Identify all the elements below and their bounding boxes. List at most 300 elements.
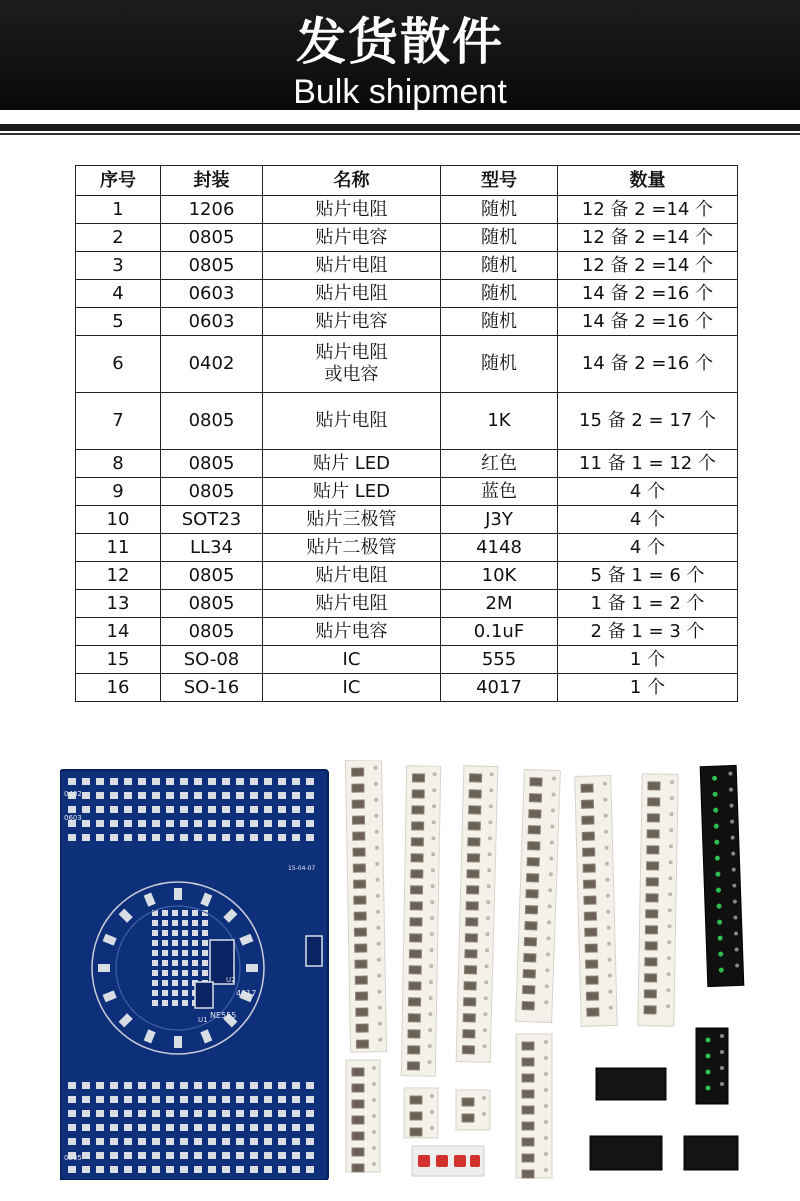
pcb-pad xyxy=(194,1124,202,1131)
pcb-pad xyxy=(68,834,76,841)
component-tape xyxy=(346,1060,380,1172)
pcb-pad xyxy=(194,1110,202,1117)
smd-chip xyxy=(409,966,421,974)
pcb-pad xyxy=(236,778,244,785)
pcb-pad xyxy=(82,806,90,813)
pcb-pad xyxy=(166,1096,174,1103)
cell-qty: 2 备 1 = 3 个 xyxy=(558,618,738,646)
pcb-pad xyxy=(152,960,158,966)
smd-chip xyxy=(410,886,422,894)
cell-no: 16 xyxy=(76,674,161,702)
pcb-pad xyxy=(124,1096,132,1103)
smd-chip xyxy=(354,880,366,888)
pcb-pad xyxy=(124,1082,132,1089)
pcb-pad xyxy=(138,1166,146,1173)
pcb-pad xyxy=(194,820,202,827)
pcb-pad xyxy=(124,806,132,813)
smd-chip xyxy=(529,794,541,802)
pcb-pad xyxy=(110,1138,118,1145)
cell-qty: 4 个 xyxy=(558,506,738,534)
smd-chip xyxy=(526,874,538,882)
pcb-pad xyxy=(182,910,188,916)
smd-chip xyxy=(645,958,657,966)
table-row xyxy=(76,196,738,224)
pcb-pad xyxy=(264,792,272,799)
component-tape xyxy=(696,1028,728,1104)
led-ring-pad xyxy=(246,964,258,972)
tape-sprocket-hole xyxy=(372,1130,376,1134)
pcb-pad xyxy=(152,1096,160,1103)
cell-no: 15 xyxy=(76,646,161,674)
pcb-pad xyxy=(68,1138,76,1145)
table-row xyxy=(76,534,738,562)
divider-thick xyxy=(0,124,800,131)
pcb-pad xyxy=(82,1152,90,1159)
smd-chip xyxy=(647,830,659,838)
pcb-pad xyxy=(264,806,272,813)
pcb-pad xyxy=(250,1152,258,1159)
smd-chip xyxy=(468,838,480,846)
smd-chip xyxy=(411,838,423,846)
pcb-pad xyxy=(68,778,76,785)
cell-package: SO-16 xyxy=(161,674,263,702)
pcb-pad xyxy=(222,792,230,799)
pcb-pad xyxy=(124,1152,132,1159)
smd-chip xyxy=(648,798,660,806)
pcb-pad xyxy=(236,820,244,827)
pcb-pad xyxy=(110,820,118,827)
pcb-pad xyxy=(152,950,158,956)
pcb-pad xyxy=(162,940,168,946)
cell-qty: 1 个 xyxy=(558,646,738,674)
component-tape xyxy=(401,766,440,1077)
pcb-pad xyxy=(278,1166,286,1173)
pcb-pad xyxy=(96,1152,104,1159)
tape-sprocket-hole xyxy=(544,1136,548,1140)
pcb-pad xyxy=(208,1166,216,1173)
pcb-pad xyxy=(152,1082,160,1089)
cell-no: 4 xyxy=(76,280,161,308)
led-ring-pad xyxy=(98,964,110,972)
table-row xyxy=(76,252,738,280)
pcb-pad xyxy=(236,1082,244,1089)
label-0805: 0805 xyxy=(64,1154,82,1162)
cell-no: 1 xyxy=(76,196,161,224)
pcb-pad xyxy=(172,930,178,936)
divider-thin xyxy=(0,133,800,135)
pcb-pad xyxy=(124,834,132,841)
tape-sprocket-hole xyxy=(720,1066,724,1070)
pcb-pad xyxy=(138,806,146,813)
smd-chip xyxy=(463,1014,475,1022)
pcb-pad xyxy=(222,1096,230,1103)
pcb-pad xyxy=(236,1166,244,1173)
cell-package: SO-08 xyxy=(161,646,263,674)
page-subtitle: Bulk shipment xyxy=(293,73,507,111)
pcb-pad xyxy=(96,1110,104,1117)
smd-chip xyxy=(411,854,423,862)
smd-chip xyxy=(410,1128,422,1136)
pcb-pad xyxy=(278,1152,286,1159)
pcb-pad xyxy=(138,1152,146,1159)
component-tape xyxy=(638,774,678,1027)
pcb-pad xyxy=(180,1124,188,1131)
pcb-pad xyxy=(110,778,118,785)
smd-chip xyxy=(412,806,424,814)
smd-chip xyxy=(522,1138,534,1146)
pcb-pad xyxy=(292,1110,300,1117)
smd-chip xyxy=(353,832,365,840)
pcb-pad xyxy=(138,820,146,827)
tape-sprocket-hole xyxy=(544,1152,548,1156)
smd-chip xyxy=(352,784,364,792)
smd-chip xyxy=(409,982,421,990)
pcb-pad xyxy=(236,834,244,841)
pcb-pad xyxy=(96,778,104,785)
pcb-pad xyxy=(82,792,90,799)
pcb-pad xyxy=(124,1166,132,1173)
table-header-row xyxy=(76,166,738,196)
pcb-pad xyxy=(264,1124,272,1131)
ic-chip-small xyxy=(684,1136,738,1170)
pcb-pad xyxy=(110,1124,118,1131)
cell-name: 贴片电阻 xyxy=(263,393,441,450)
smd-chip xyxy=(522,1058,534,1066)
component-tape xyxy=(404,1088,438,1138)
cell-model: 10K xyxy=(441,562,558,590)
cell-qty: 14 备 2 =16 个 xyxy=(558,336,738,393)
pcb-pad xyxy=(292,1124,300,1131)
pcb-pad xyxy=(110,1096,118,1103)
pcb-pad xyxy=(222,778,230,785)
cell-package: 0805 xyxy=(161,393,263,450)
smd-chip xyxy=(583,880,595,888)
smd-chip xyxy=(412,774,424,782)
led-chip xyxy=(706,1086,711,1091)
pcb-pad xyxy=(202,960,208,966)
pcb-pad xyxy=(278,1138,286,1145)
pcb-pad xyxy=(222,820,230,827)
pcb-pad xyxy=(180,792,188,799)
smd-chip xyxy=(645,974,657,982)
smd-chip xyxy=(352,1164,364,1172)
smd-chip xyxy=(410,934,422,942)
pcb-pad xyxy=(306,820,314,827)
cell-no: 12 xyxy=(76,562,161,590)
smd-chip xyxy=(587,1008,599,1016)
pcb-pad xyxy=(152,834,160,841)
pcb-pad xyxy=(192,940,198,946)
cell-no: 5 xyxy=(76,308,161,336)
pcb-pad xyxy=(292,792,300,799)
pcb-pad xyxy=(202,930,208,936)
pcb-pad xyxy=(82,1166,90,1173)
cell-name: 贴片电阻 xyxy=(263,280,441,308)
pcb-pad xyxy=(152,778,160,785)
pcb-pad xyxy=(162,990,168,996)
pcb-pad xyxy=(208,1124,216,1131)
cell-model: 0.1uF xyxy=(441,618,558,646)
smd-chip xyxy=(525,906,537,914)
smd-chip xyxy=(526,890,538,898)
smd-chip xyxy=(463,1030,475,1038)
smd-chip xyxy=(584,896,596,904)
tape-body xyxy=(696,1028,728,1104)
pcb-pad xyxy=(172,990,178,996)
pcb-pad xyxy=(182,930,188,936)
cell-qty: 1 备 1 = 2 个 xyxy=(558,590,738,618)
pcb-pad xyxy=(68,1166,76,1173)
cell-qty: 15 备 2 = 17 个 xyxy=(558,393,738,450)
pcb-pad xyxy=(194,806,202,813)
pcb-pad xyxy=(264,1138,272,1145)
pcb-pad xyxy=(82,1124,90,1131)
header-name: 名称 xyxy=(263,166,441,196)
smd-chip xyxy=(647,862,659,870)
tape-sprocket-hole xyxy=(372,1098,376,1102)
pcb-pad xyxy=(236,1110,244,1117)
table-row xyxy=(76,674,738,702)
cell-name: 贴片电阻 xyxy=(263,196,441,224)
cell-model: 1K xyxy=(441,393,558,450)
pcb-pad xyxy=(166,834,174,841)
pcb-pad xyxy=(292,1138,300,1145)
smd-chip xyxy=(462,1098,474,1106)
pcb-pad xyxy=(138,792,146,799)
tape-sprocket-hole xyxy=(430,1094,434,1098)
cell-package: 1206 xyxy=(161,196,263,224)
pcb-pad xyxy=(138,1124,146,1131)
smd-chip xyxy=(469,790,481,798)
pcb-pad xyxy=(306,1082,314,1089)
pcb-pad xyxy=(82,1138,90,1145)
pcb-pad xyxy=(162,920,168,926)
components-photo xyxy=(60,760,750,1180)
cell-model: 红色 xyxy=(441,450,558,478)
smd-chip xyxy=(530,778,542,786)
component-tape xyxy=(516,769,561,1022)
table-row xyxy=(76,308,738,336)
pcb-pad xyxy=(292,778,300,785)
led-chip xyxy=(706,1070,711,1075)
pcb-pad xyxy=(96,1096,104,1103)
pcb-pad xyxy=(194,1152,202,1159)
smd-chip xyxy=(522,1154,534,1162)
pcb-pad xyxy=(222,1110,230,1117)
pcb-pad xyxy=(222,834,230,841)
pcb-pad xyxy=(264,1152,272,1159)
pcb-pad xyxy=(222,1124,230,1131)
smd-chip xyxy=(581,784,593,792)
pcb-pad xyxy=(278,820,286,827)
cell-package: 0805 xyxy=(161,252,263,280)
cell-model: 4148 xyxy=(441,534,558,562)
cell-name: 贴片 LED xyxy=(263,478,441,506)
smd-chip xyxy=(581,800,593,808)
cell-name: 贴片三极管 xyxy=(263,506,441,534)
pcb-pad xyxy=(110,806,118,813)
cell-model: 随机 xyxy=(441,252,558,280)
pcb-pad xyxy=(278,1110,286,1117)
cell-model: 随机 xyxy=(441,224,558,252)
cell-package: 0805 xyxy=(161,224,263,252)
pcb-pad xyxy=(250,1138,258,1145)
smd-chip xyxy=(411,870,423,878)
pcb-pad xyxy=(182,960,188,966)
tape-sprocket-hole xyxy=(430,1110,434,1114)
smd-chip xyxy=(464,966,476,974)
smd-chip xyxy=(586,960,598,968)
cell-no: 8 xyxy=(76,450,161,478)
cell-qty: 12 备 2 =14 个 xyxy=(558,252,738,280)
pcb-pad xyxy=(236,806,244,813)
smd-chip xyxy=(647,846,659,854)
pcb-pad xyxy=(194,834,202,841)
pcb-pad xyxy=(180,1110,188,1117)
pcb-pad xyxy=(182,950,188,956)
cell-qty: 5 备 1 = 6 个 xyxy=(558,562,738,590)
cell-model: 随机 xyxy=(441,196,558,224)
smd-chip xyxy=(586,992,598,1000)
battery-pad xyxy=(306,936,322,966)
smd-chip xyxy=(465,934,477,942)
cell-name: 贴片电阻 xyxy=(263,562,441,590)
pcb-pad xyxy=(192,970,198,976)
smd-chip xyxy=(582,816,594,824)
cell-model: 555 xyxy=(441,646,558,674)
pcb-pad xyxy=(96,792,104,799)
smd-chip xyxy=(648,782,660,790)
tape-sprocket-hole xyxy=(544,1040,548,1044)
pcb-pad xyxy=(292,806,300,813)
pcb-pad xyxy=(172,970,178,976)
pcb-pad xyxy=(236,1124,244,1131)
smd-chip xyxy=(352,768,364,776)
pcb-pad xyxy=(306,778,314,785)
cell-name: 贴片电阻 xyxy=(263,590,441,618)
cell-no: 13 xyxy=(76,590,161,618)
pcb-pad xyxy=(180,1152,188,1159)
smd-chip xyxy=(408,1014,420,1022)
cell-model: 随机 xyxy=(441,336,558,393)
pcb-pad xyxy=(82,820,90,827)
pcb-pad xyxy=(250,1082,258,1089)
pcb-pad xyxy=(222,1152,230,1159)
pcb-pad xyxy=(292,820,300,827)
pcb-pad xyxy=(172,960,178,966)
pcb-pad xyxy=(96,1138,104,1145)
led-ring-pad xyxy=(174,888,182,900)
smd-chip xyxy=(352,1132,364,1140)
cell-qty: 14 备 2 =16 个 xyxy=(558,308,738,336)
smd-chip xyxy=(468,822,480,830)
smd-chip xyxy=(354,928,366,936)
smd-chip xyxy=(522,1170,534,1178)
pcb-pad xyxy=(208,1152,216,1159)
pcb-pad xyxy=(208,806,216,813)
pcb-pad xyxy=(208,1082,216,1089)
smd-chip xyxy=(582,832,594,840)
smd-chip xyxy=(353,848,365,856)
pcb-pad xyxy=(152,806,160,813)
smd-chip xyxy=(647,814,659,822)
pcb-pad xyxy=(202,940,208,946)
pcb-pad xyxy=(264,1166,272,1173)
pcb-pad xyxy=(306,806,314,813)
pcb-pad xyxy=(292,834,300,841)
pcb-pad xyxy=(124,1138,132,1145)
smd-chip xyxy=(522,1122,534,1130)
smd-chip xyxy=(467,886,479,894)
pcb-pad xyxy=(166,1110,174,1117)
cell-package: 0805 xyxy=(161,618,263,646)
chip-label-4017: 4017 xyxy=(236,989,257,998)
smd-chip xyxy=(467,854,479,862)
smd-chip xyxy=(352,800,364,808)
cell-no: 3 xyxy=(76,252,161,280)
label-0402: 0402 xyxy=(64,790,82,798)
pcb-pad xyxy=(138,778,146,785)
smd-chip xyxy=(469,774,481,782)
ic-chip-so16 xyxy=(590,1136,662,1170)
smd-chip xyxy=(584,912,596,920)
pcb-pad xyxy=(208,778,216,785)
pcb-pad xyxy=(208,834,216,841)
smd-chip xyxy=(522,1090,534,1098)
pcb-pad xyxy=(82,1082,90,1089)
pcb-pad xyxy=(162,910,168,916)
pcb-pad xyxy=(192,950,198,956)
pcb-pad xyxy=(278,792,286,799)
table-row xyxy=(76,336,738,393)
tape-sprocket-hole xyxy=(544,1120,548,1124)
pcb-pad xyxy=(162,950,168,956)
pcb-pad xyxy=(110,792,118,799)
pcb-pad xyxy=(152,930,158,936)
cell-qty: 14 备 2 =16 个 xyxy=(558,280,738,308)
pcb-pad xyxy=(124,820,132,827)
cell-qty: 4 个 xyxy=(558,534,738,562)
pcb-pad xyxy=(124,1110,132,1117)
tape-sprocket-hole xyxy=(544,1056,548,1060)
tape-sprocket-hole xyxy=(482,1112,486,1116)
pcb-pad xyxy=(202,920,208,926)
pcb-pad xyxy=(138,1110,146,1117)
led-ring-pad xyxy=(174,1036,182,1048)
pcb-pad xyxy=(68,1124,76,1131)
pcb-pad xyxy=(306,1152,314,1159)
pcb-pad xyxy=(152,1110,160,1117)
pcb-pad xyxy=(180,1166,188,1173)
pcb-pad xyxy=(96,806,104,813)
component-tape xyxy=(700,765,744,986)
pcb-pad xyxy=(152,990,158,996)
pcb-pad xyxy=(182,940,188,946)
cell-no: 10 xyxy=(76,506,161,534)
component-tape xyxy=(516,1034,552,1178)
pcb-pad xyxy=(250,806,258,813)
pcb-pad xyxy=(292,1152,300,1159)
cell-name: 贴片电容 xyxy=(263,308,441,336)
ic-footprint-555 xyxy=(195,982,213,1008)
pcb-pad xyxy=(278,834,286,841)
smd-chip xyxy=(352,1084,364,1092)
pcb-pad xyxy=(194,1096,202,1103)
pcb-pad xyxy=(96,1082,104,1089)
smd-chip xyxy=(585,944,597,952)
cell-qty: 12 备 2 =14 个 xyxy=(558,196,738,224)
pcb-pad xyxy=(236,1152,244,1159)
